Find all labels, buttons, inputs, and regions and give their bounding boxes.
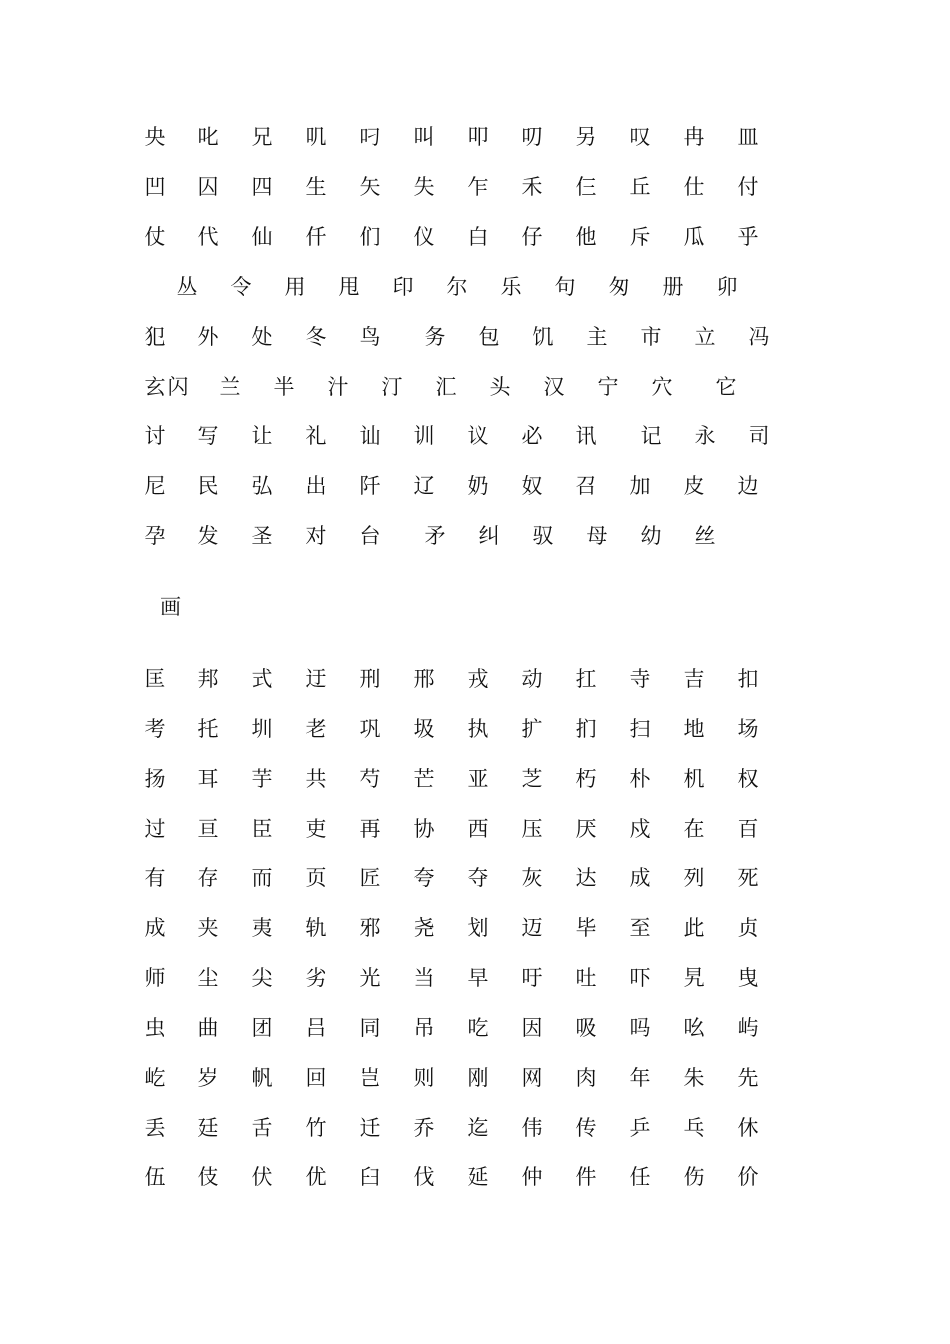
character-cell: 汉 [543, 375, 565, 399]
character-cell: 驭 [532, 524, 554, 548]
character-row [0, 222, 950, 252]
character-cell: 夷 [251, 916, 273, 940]
character-cell: 吏 [305, 817, 327, 841]
character-cell: 他 [575, 225, 597, 249]
character-cell: 礼 [305, 424, 327, 448]
character-cell: 白 [467, 225, 489, 249]
character-cell: 早 [467, 966, 489, 990]
character-cell: 地 [683, 717, 705, 741]
character-row [0, 122, 950, 152]
character-cell: 传 [575, 1116, 597, 1140]
character-cell: 斥 [629, 225, 651, 249]
character-cell: 屹 [144, 1066, 166, 1090]
character-cell: 迂 [305, 667, 327, 691]
character-cell: 夸 [413, 866, 435, 890]
character-cell: 阡 [359, 474, 381, 498]
character-cell: 乎 [737, 225, 759, 249]
character-cell: 迄 [467, 1116, 489, 1140]
character-cell: 存 [197, 866, 219, 890]
character-cell: 匆 [608, 275, 630, 299]
character-cell: 曳 [737, 966, 759, 990]
character-cell: 邢 [413, 667, 435, 691]
character-cell: 汇 [435, 375, 457, 399]
character-cell: 朴 [629, 767, 651, 791]
character-cell: 尖 [251, 966, 273, 990]
character-cell: 优 [305, 1165, 327, 1189]
character-cell: 岂 [359, 1066, 381, 1090]
character-row [0, 1113, 950, 1143]
character-cell: 乍 [467, 175, 489, 199]
character-cell: 式 [251, 667, 273, 691]
character-cell: 协 [413, 817, 435, 841]
character-cell: 权 [737, 767, 759, 791]
character-row [0, 1162, 950, 1192]
character-cell: 兄 [251, 125, 273, 149]
character-cell: 圾 [413, 717, 435, 741]
character-row [0, 863, 950, 893]
character-cell: 老 [305, 717, 327, 741]
character-cell: 廷 [197, 1116, 219, 1140]
character-cell: 央 [144, 125, 166, 149]
character-cell: 先 [737, 1066, 759, 1090]
character-cell: 帆 [251, 1066, 273, 1090]
character-cell: 甩 [338, 275, 360, 299]
character-cell: 至 [629, 916, 651, 940]
character-row [0, 913, 950, 943]
character-cell: 劣 [305, 966, 327, 990]
character-cell: 冯 [748, 325, 770, 349]
character-cell: 训 [413, 424, 435, 448]
character-cell: 此 [683, 916, 705, 940]
character-cell: 屿 [737, 1016, 759, 1040]
character-row [0, 272, 950, 302]
character-cell: 吸 [575, 1016, 597, 1040]
character-row [0, 1013, 950, 1043]
character-cell: 任 [629, 1165, 651, 1189]
character-cell: 汁 [327, 375, 349, 399]
character-cell: 夹 [197, 916, 219, 940]
character-row [0, 1063, 950, 1093]
character-cell: 亘 [197, 817, 219, 841]
character-cell: 耳 [197, 767, 219, 791]
character-cell: 玄 [144, 375, 166, 399]
character-cell: 召 [575, 474, 597, 498]
character-cell: 共 [305, 767, 327, 791]
character-cell: 年 [629, 1066, 651, 1090]
character-cell: 考 [144, 717, 166, 741]
character-cell: 扬 [144, 767, 166, 791]
character-cell: 母 [586, 524, 608, 548]
character-cell: 仪 [413, 225, 435, 249]
character-cell: 场 [737, 717, 759, 741]
character-cell: 吓 [629, 966, 651, 990]
character-cell: 吊 [413, 1016, 435, 1040]
character-cell: 死 [737, 866, 759, 890]
character-cell: 册 [662, 275, 684, 299]
character-cell: 卯 [716, 275, 738, 299]
character-cell: 对 [305, 524, 327, 548]
character-cell: 厌 [575, 817, 597, 841]
character-cell: 竹 [305, 1116, 327, 1140]
character-cell: 弘 [251, 474, 273, 498]
character-cell: 仔 [521, 225, 543, 249]
character-cell: 芍 [359, 767, 381, 791]
character-cell: 价 [737, 1165, 759, 1189]
character-cell: 它 [715, 375, 737, 399]
character-cell: 寺 [629, 667, 651, 691]
character-row [0, 471, 950, 501]
character-cell: 丛 [176, 275, 198, 299]
character-cell: 团 [251, 1016, 273, 1040]
character-cell: 而 [251, 866, 273, 890]
character-cell: 虫 [144, 1016, 166, 1040]
character-cell: 仙 [251, 225, 273, 249]
character-cell: 闪 [167, 375, 189, 399]
character-cell: 叽 [305, 125, 327, 149]
character-cell: 叱 [197, 125, 219, 149]
character-cell: 当 [413, 966, 435, 990]
character-cell: 尧 [413, 916, 435, 940]
character-cell: 叨 [521, 125, 543, 149]
character-cell: 丢 [144, 1116, 166, 1140]
character-cell: 扣 [737, 667, 759, 691]
character-cell: 司 [748, 424, 770, 448]
character-row [0, 421, 950, 451]
character-row [0, 764, 950, 794]
character-cell: 邪 [359, 916, 381, 940]
character-cell: 乒 [629, 1116, 651, 1140]
character-cell: 吆 [683, 1016, 705, 1040]
character-cell: 在 [683, 817, 705, 841]
character-cell: 生 [305, 175, 327, 199]
character-cell: 伐 [413, 1165, 435, 1189]
character-cell: 宁 [597, 375, 619, 399]
character-cell: 岁 [197, 1066, 219, 1090]
character-cell: 匡 [144, 667, 166, 691]
character-cell: 叩 [467, 125, 489, 149]
character-cell: 列 [683, 866, 705, 890]
character-cell: 囚 [197, 175, 219, 199]
character-cell: 四 [251, 175, 273, 199]
character-row [0, 814, 950, 844]
character-cell: 臼 [359, 1165, 381, 1189]
character-cell: 迈 [521, 916, 543, 940]
character-cell: 伏 [251, 1165, 273, 1189]
character-cell: 鸟 [359, 325, 381, 349]
character-cell: 纠 [478, 524, 500, 548]
character-cell: 吉 [683, 667, 705, 691]
character-cell: 立 [694, 325, 716, 349]
character-cell: 冬 [305, 325, 327, 349]
character-cell: 有 [144, 866, 166, 890]
character-cell: 扩 [521, 717, 543, 741]
character-cell: 半 [273, 375, 295, 399]
character-cell: 奶 [467, 474, 489, 498]
character-cell: 饥 [532, 325, 554, 349]
character-cell: 件 [575, 1165, 597, 1189]
character-cell: 乓 [683, 1116, 705, 1140]
character-cell: 幼 [640, 524, 662, 548]
character-cell: 讪 [359, 424, 381, 448]
character-cell: 禾 [521, 175, 543, 199]
character-cell: 芒 [413, 767, 435, 791]
character-cell: 民 [197, 474, 219, 498]
character-cell: 尔 [446, 275, 468, 299]
character-cell: 乐 [500, 275, 522, 299]
character-row [0, 322, 950, 352]
character-cell: 扪 [575, 717, 597, 741]
character-cell: 吕 [305, 1016, 327, 1040]
character-cell: 发 [197, 524, 219, 548]
character-cell: 孕 [144, 524, 166, 548]
character-cell: 市 [640, 325, 662, 349]
character-cell: 叹 [629, 125, 651, 149]
character-cell: 仨 [575, 175, 597, 199]
character-cell: 边 [737, 474, 759, 498]
character-cell: 过 [144, 817, 166, 841]
character-cell: 犯 [144, 325, 166, 349]
character-cell: 吁 [521, 966, 543, 990]
section-heading: 画 [160, 595, 181, 619]
character-row [0, 372, 950, 402]
character-cell: 轨 [305, 916, 327, 940]
character-cell: 曲 [197, 1016, 219, 1040]
character-row [0, 521, 950, 551]
character-cell: 舌 [251, 1116, 273, 1140]
character-cell: 令 [230, 275, 252, 299]
character-cell: 叼 [359, 125, 381, 149]
character-cell: 写 [197, 424, 219, 448]
character-cell: 回 [305, 1066, 327, 1090]
character-cell: 休 [737, 1116, 759, 1140]
character-row [0, 664, 950, 694]
character-cell: 伟 [521, 1116, 543, 1140]
character-cell: 伤 [683, 1165, 705, 1189]
character-cell: 加 [629, 474, 651, 498]
character-cell: 另 [575, 125, 597, 149]
character-cell: 灰 [521, 866, 543, 890]
character-cell: 压 [521, 817, 543, 841]
character-cell: 刑 [359, 667, 381, 691]
character-cell: 丝 [694, 524, 716, 548]
character-cell: 记 [640, 424, 662, 448]
character-cell: 吐 [575, 966, 597, 990]
character-cell: 再 [359, 817, 381, 841]
character-cell: 网 [521, 1066, 543, 1090]
character-cell: 臣 [251, 817, 273, 841]
character-cell: 矢 [359, 175, 381, 199]
character-cell: 成 [144, 916, 166, 940]
character-cell: 让 [251, 424, 273, 448]
character-cell: 光 [359, 966, 381, 990]
character-cell: 划 [467, 916, 489, 940]
character-cell: 邦 [197, 667, 219, 691]
character-cell: 圳 [251, 717, 273, 741]
character-cell: 师 [144, 966, 166, 990]
character-cell: 穴 [651, 375, 673, 399]
character-cell: 夺 [467, 866, 489, 890]
character-row [0, 172, 950, 202]
character-cell: 巩 [359, 717, 381, 741]
character-cell: 朱 [683, 1066, 705, 1090]
character-cell: 同 [359, 1016, 381, 1040]
character-cell: 扫 [629, 717, 651, 741]
character-cell: 出 [305, 474, 327, 498]
character-cell: 托 [197, 717, 219, 741]
character-cell: 处 [251, 325, 273, 349]
character-cell: 芝 [521, 767, 543, 791]
character-cell: 迁 [359, 1116, 381, 1140]
character-cell: 毕 [575, 916, 597, 940]
character-cell: 旯 [683, 966, 705, 990]
character-cell: 印 [392, 275, 414, 299]
character-cell: 西 [467, 817, 489, 841]
character-cell: 必 [521, 424, 543, 448]
character-cell: 尘 [197, 966, 219, 990]
character-cell: 皮 [683, 474, 705, 498]
character-cell: 丘 [629, 175, 651, 199]
character-cell: 汀 [381, 375, 403, 399]
character-cell: 动 [521, 667, 543, 691]
character-cell: 失 [413, 175, 435, 199]
character-cell: 代 [197, 225, 219, 249]
character-cell: 则 [413, 1066, 435, 1090]
character-cell: 包 [478, 325, 500, 349]
character-row [0, 714, 950, 744]
character-cell: 讨 [144, 424, 166, 448]
character-cell: 务 [424, 325, 446, 349]
character-cell: 机 [683, 767, 705, 791]
character-cell: 圣 [251, 524, 273, 548]
character-cell: 奴 [521, 474, 543, 498]
character-cell: 亚 [467, 767, 489, 791]
character-cell: 刚 [467, 1066, 489, 1090]
character-cell: 伎 [197, 1165, 219, 1189]
character-cell: 议 [467, 424, 489, 448]
character-cell: 讯 [575, 424, 597, 448]
character-cell: 冉 [683, 125, 705, 149]
character-cell: 付 [737, 175, 759, 199]
character-cell: 伍 [144, 1165, 166, 1189]
character-cell: 贞 [737, 916, 759, 940]
character-cell: 达 [575, 866, 597, 890]
character-cell: 主 [586, 325, 608, 349]
character-cell: 乔 [413, 1116, 435, 1140]
character-cell: 永 [694, 424, 716, 448]
character-cell: 矛 [424, 524, 446, 548]
character-cell: 凹 [144, 175, 166, 199]
character-cell: 页 [305, 866, 327, 890]
character-cell: 扛 [575, 667, 597, 691]
character-cell: 成 [629, 866, 651, 890]
character-cell: 仟 [305, 225, 327, 249]
character-cell: 吃 [467, 1016, 489, 1040]
character-cell: 延 [467, 1165, 489, 1189]
character-cell: 戍 [629, 817, 651, 841]
character-cell: 外 [197, 325, 219, 349]
character-cell: 仗 [144, 225, 166, 249]
character-cell: 皿 [737, 125, 759, 149]
character-cell: 匠 [359, 866, 381, 890]
character-cell: 台 [359, 524, 381, 548]
character-cell: 执 [467, 717, 489, 741]
character-cell: 尼 [144, 474, 166, 498]
character-cell: 吗 [629, 1016, 651, 1040]
character-cell: 芋 [251, 767, 273, 791]
character-cell: 仲 [521, 1165, 543, 1189]
character-cell: 因 [521, 1016, 543, 1040]
character-cell: 仕 [683, 175, 705, 199]
character-cell: 们 [359, 225, 381, 249]
character-cell: 兰 [219, 375, 241, 399]
character-cell: 辽 [413, 474, 435, 498]
character-cell: 叫 [413, 125, 435, 149]
character-row [0, 963, 950, 993]
character-cell: 百 [737, 817, 759, 841]
character-cell: 句 [554, 275, 576, 299]
character-cell: 肉 [575, 1066, 597, 1090]
character-cell: 瓜 [683, 225, 705, 249]
character-cell: 朽 [575, 767, 597, 791]
character-cell: 头 [489, 375, 511, 399]
character-cell: 用 [284, 275, 306, 299]
character-cell: 戎 [467, 667, 489, 691]
